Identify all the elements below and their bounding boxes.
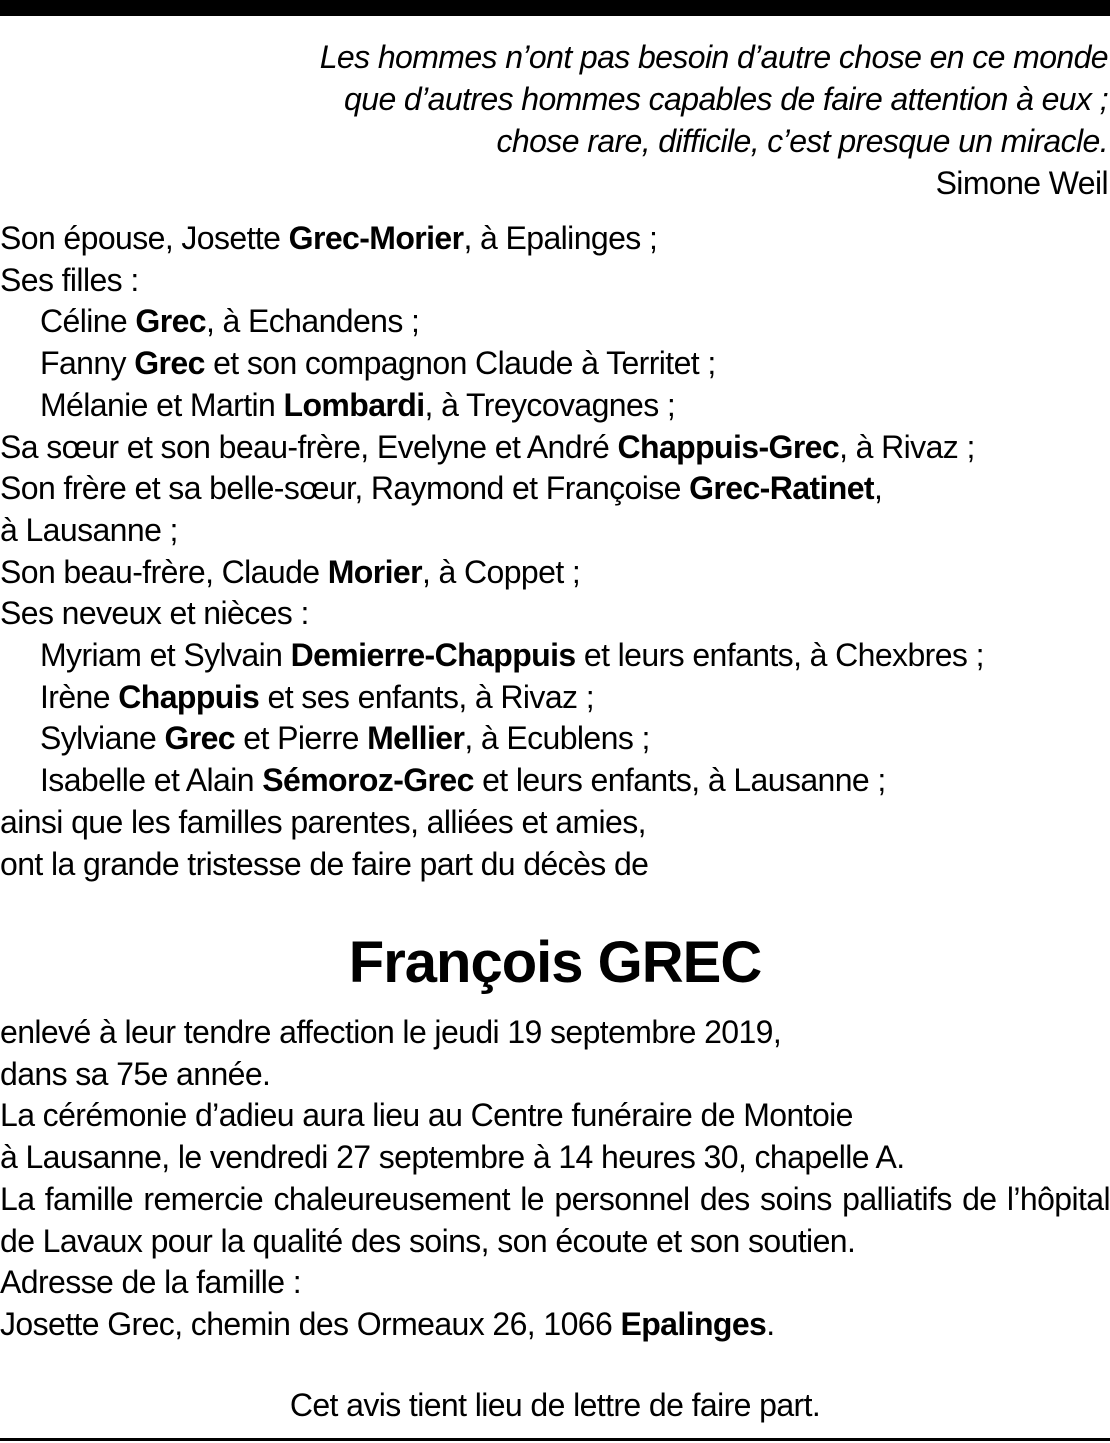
address-label: Adresse de la famille : (0, 1264, 302, 1301)
deceased-name: François GREC (348, 930, 762, 995)
details-line: enlevé à leur tendre affection le jeudi 19 septembre 2019, (0, 1014, 782, 1050)
family-text: , (874, 470, 883, 507)
family-text: , à Epalinges ; (463, 220, 658, 256)
family-text: Ses filles : (0, 261, 139, 298)
family-text: et leurs enfants, à Lausanne ; (473, 762, 886, 799)
top-rule (0, 0, 1110, 16)
epigraph-quote (108, 36, 1108, 204)
family-line (0, 510, 1110, 552)
ceremony-details (0, 1012, 1110, 1346)
family-text: , à Echandens ; (205, 303, 420, 340)
family-surname: Grec (164, 720, 235, 757)
family-text: Son frère et sa belle-sœur, Raymond et Françoise (0, 470, 690, 507)
family-text: Son beau-frère, Claude (0, 553, 328, 590)
family-text: Fanny (40, 345, 135, 382)
details-line: dans sa 75e année. (0, 1055, 271, 1092)
thanks-paragraph: La famille remercie chaleureusement le personnel des soins palliatifs de l’hôpital de Lavaux pour la qualité des soins, son écoute et son soutien. (0, 1180, 1110, 1259)
epigraph-line: Les hommes n’ont pas besoin d’autre chose en ce monde (319, 39, 1108, 75)
family-text: ont la grande tristesse de faire part du décès de (0, 845, 649, 882)
family-line (0, 635, 1110, 677)
family-surname: Grec (135, 303, 206, 340)
bottom-rule (0, 1438, 1110, 1441)
family-text: , à Rivaz ; (839, 428, 975, 465)
family-surname: Mellier (367, 720, 465, 757)
family-text: à Lausanne ; (0, 511, 178, 548)
family-line (0, 552, 1110, 594)
family-text: Son épouse, Josette (0, 220, 289, 256)
family-surname: Grec-Ratinet (689, 470, 874, 507)
family-text: Irène (40, 678, 119, 715)
family-text: et Pierre (235, 720, 368, 757)
family-surname: Lombardi (283, 386, 425, 423)
family-surname: Sémoroz-Grec (262, 762, 474, 799)
family-text: Isabelle et Alain (40, 762, 263, 799)
family-line (0, 718, 1110, 760)
family-text: et ses enfants, à Rivaz ; (259, 678, 595, 715)
family-line (0, 218, 1110, 260)
details-line: à Lausanne, le vendredi 27 septembre à 14 heures 30, chapelle A. (0, 1139, 905, 1176)
family-text: Mélanie et Martin (40, 386, 284, 423)
family-surname: Demierre-Chappuis (290, 637, 576, 674)
family-line (0, 427, 1110, 469)
address-locality: Epalinges (620, 1305, 767, 1342)
address-text: . (766, 1305, 775, 1342)
family-address (0, 1304, 1110, 1346)
family-text: Sa sœur et son beau-frère, Evelyne et André (0, 428, 618, 465)
closing-note: Cet avis tient lieu de lettre de faire part. (289, 1387, 821, 1423)
family-line (0, 593, 1110, 635)
family-line (0, 343, 1110, 385)
family-surname: Chappuis-Grec (617, 428, 840, 465)
family-line (0, 677, 1110, 719)
details-line: La cérémonie d’adieu aura lieu au Centre funéraire de Montoie (0, 1097, 853, 1134)
family-line (0, 844, 1110, 886)
family-line (0, 802, 1110, 844)
family-line (0, 301, 1110, 343)
family-surname: Grec-Morier (288, 220, 464, 256)
family-text: Sylviane (40, 720, 165, 757)
epigraph-author: Simone Weil (935, 165, 1108, 201)
family-text: , à Coppet ; (421, 553, 581, 590)
family-list (0, 218, 1110, 885)
family-text: Céline (40, 303, 136, 340)
family-text: Ses neveux et nièces : (0, 595, 309, 632)
family-text: , à Treycovagnes ; (424, 386, 676, 423)
family-text: et leurs enfants, à Chexbres ; (575, 637, 984, 674)
family-text: Myriam et Sylvain (40, 637, 291, 674)
family-text: ainsi que les familles parentes, alliées et amies, (0, 803, 646, 840)
epigraph-line: chose rare, difficile, c’est presque un miracle. (496, 123, 1108, 159)
epigraph-line: que d’autres hommes capables de faire attention à eux ; (344, 81, 1108, 117)
family-surname: Grec (134, 345, 205, 382)
family-text: , à Ecublens ; (464, 720, 650, 757)
family-surname: Chappuis (118, 678, 260, 715)
family-text: et son compagnon Claude à Territet ; (204, 345, 716, 382)
family-line (0, 760, 1110, 802)
family-line (0, 385, 1110, 427)
family-line (0, 468, 1110, 510)
family-line (0, 260, 1110, 302)
address-text: Josette Grec, chemin des Ormeaux 26, 1066 (0, 1305, 621, 1342)
family-surname: Morier (327, 553, 422, 590)
